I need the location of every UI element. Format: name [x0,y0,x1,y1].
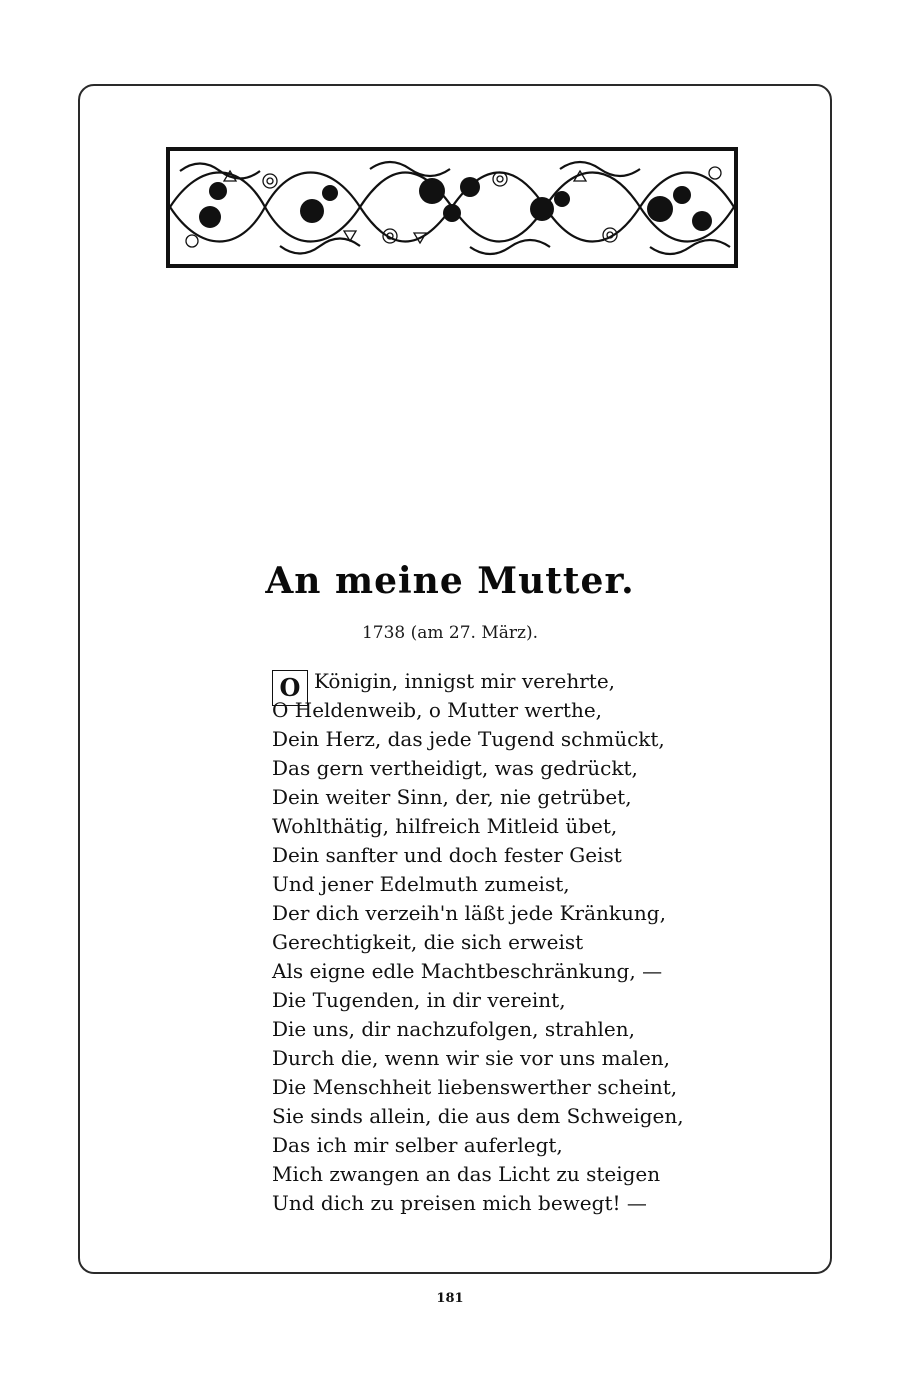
poem-line: Als eigne edle Machtbeschränkung, — [272,959,663,983]
page-number: 181 [436,1291,464,1306]
poem-line: Gerechtigkeit, die sich erweist [272,930,584,954]
poem-line: Der dich verzeih'n läßt jede Kränkung, [272,901,666,925]
poem-line: Die Menschheit liebenswerther scheint, [272,1075,678,1099]
poem-title: An meine Mutter. [265,560,635,602]
poem-line: Dein Herz, das jede Tugend schmückt, [272,727,665,751]
poem-line [272,1218,712,1247]
poem-line-text: Königin, innigst mir verehrte, [314,669,616,693]
poem-line: Sie sinds allein, die aus dem Schweigen, [272,1104,684,1128]
decorated-initial: O [272,670,308,706]
poem-line: Die uns, dir nachzufolgen, strahlen, [272,1017,635,1041]
poem-line: O Heldenweib, o Mutter werthe, [272,698,603,722]
ornament-banner [166,147,738,268]
poem-line: Dein sanfter und doch fester Geist [272,843,622,867]
poem-date: 1738 (am 27. März). [361,623,539,643]
poem-line: Das gern vertheidigt, was gedrückt, [272,756,638,780]
poem-line: Die Tugenden, in dir vereint, [272,988,566,1012]
poem-line: Wohlthätig, hilfreich Mitleid übet, [272,814,618,838]
poem-line: Durch die, wenn wir sie vor uns malen, [272,1046,671,1070]
poem-text [272,667,712,1247]
poem-line [272,667,712,702]
poem-line: Das ich mir selber auferlegt, [272,1133,563,1157]
poem-line: Dein weiter Sinn, der, nie getrübet, [272,785,632,809]
floral-griffin-ornament-icon [170,151,734,264]
poem-line: Und jener Edelmuth zumeist, [272,872,570,896]
poem-line: Mich zwangen an das Licht zu steigen [272,1162,661,1186]
poem-line: Und dich zu preisen mich bewegt! — [272,1191,647,1215]
